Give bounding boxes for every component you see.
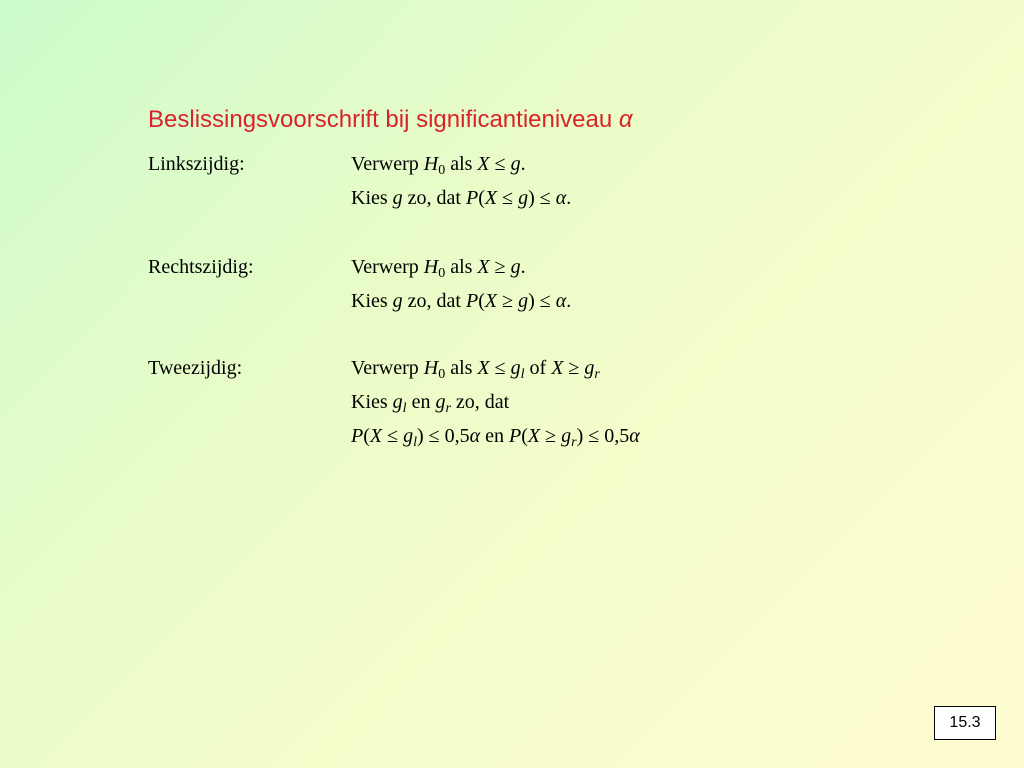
slide-number: 15.3 bbox=[934, 706, 996, 740]
condition-tweezijdig bbox=[351, 425, 640, 448]
choice-linkszijdig bbox=[351, 187, 571, 210]
section-label-rechtszijdig: Rechtszijdig: bbox=[148, 256, 254, 278]
section-label-linkszijdig: Linkszijdig: bbox=[148, 153, 245, 175]
math-text: Kies g zo, dat P(X ≤ g) ≤ α. bbox=[351, 187, 572, 209]
slide-title-alpha: α bbox=[618, 106, 633, 133]
rule-rechtszijdig bbox=[351, 256, 526, 279]
choice-tweezijdig bbox=[351, 391, 509, 414]
math-text: Kies $g_l$ en $g_r$ zo, dat bbox=[351, 391, 510, 416]
slide-title bbox=[148, 106, 633, 134]
math-text: Verwerp $H_0$ als $X \le g_l$ of $X \ge g_r$ bbox=[351, 357, 600, 382]
slide-title-text: Beslissingsvoorschrift bij significantieniveau bbox=[148, 106, 613, 133]
math-text: Verwerp $H_0$ als X ≥ g. bbox=[351, 256, 526, 281]
math-text: Kies g zo, dat P(X ≥ g) ≤ α. bbox=[351, 290, 572, 312]
math-text: $P(X \le g_l) \le 0,5\alpha$ en $P(X \ge g_r) \le 0,5\alpha$ bbox=[351, 425, 640, 450]
choice-rechtszijdig bbox=[351, 290, 571, 313]
rule-tweezijdig bbox=[351, 357, 600, 380]
math-text: Verwerp $H_0$ als X ≤ g. bbox=[351, 153, 526, 178]
section-label-tweezijdig: Tweezijdig: bbox=[148, 357, 243, 379]
rule-linkszijdig bbox=[351, 153, 526, 176]
